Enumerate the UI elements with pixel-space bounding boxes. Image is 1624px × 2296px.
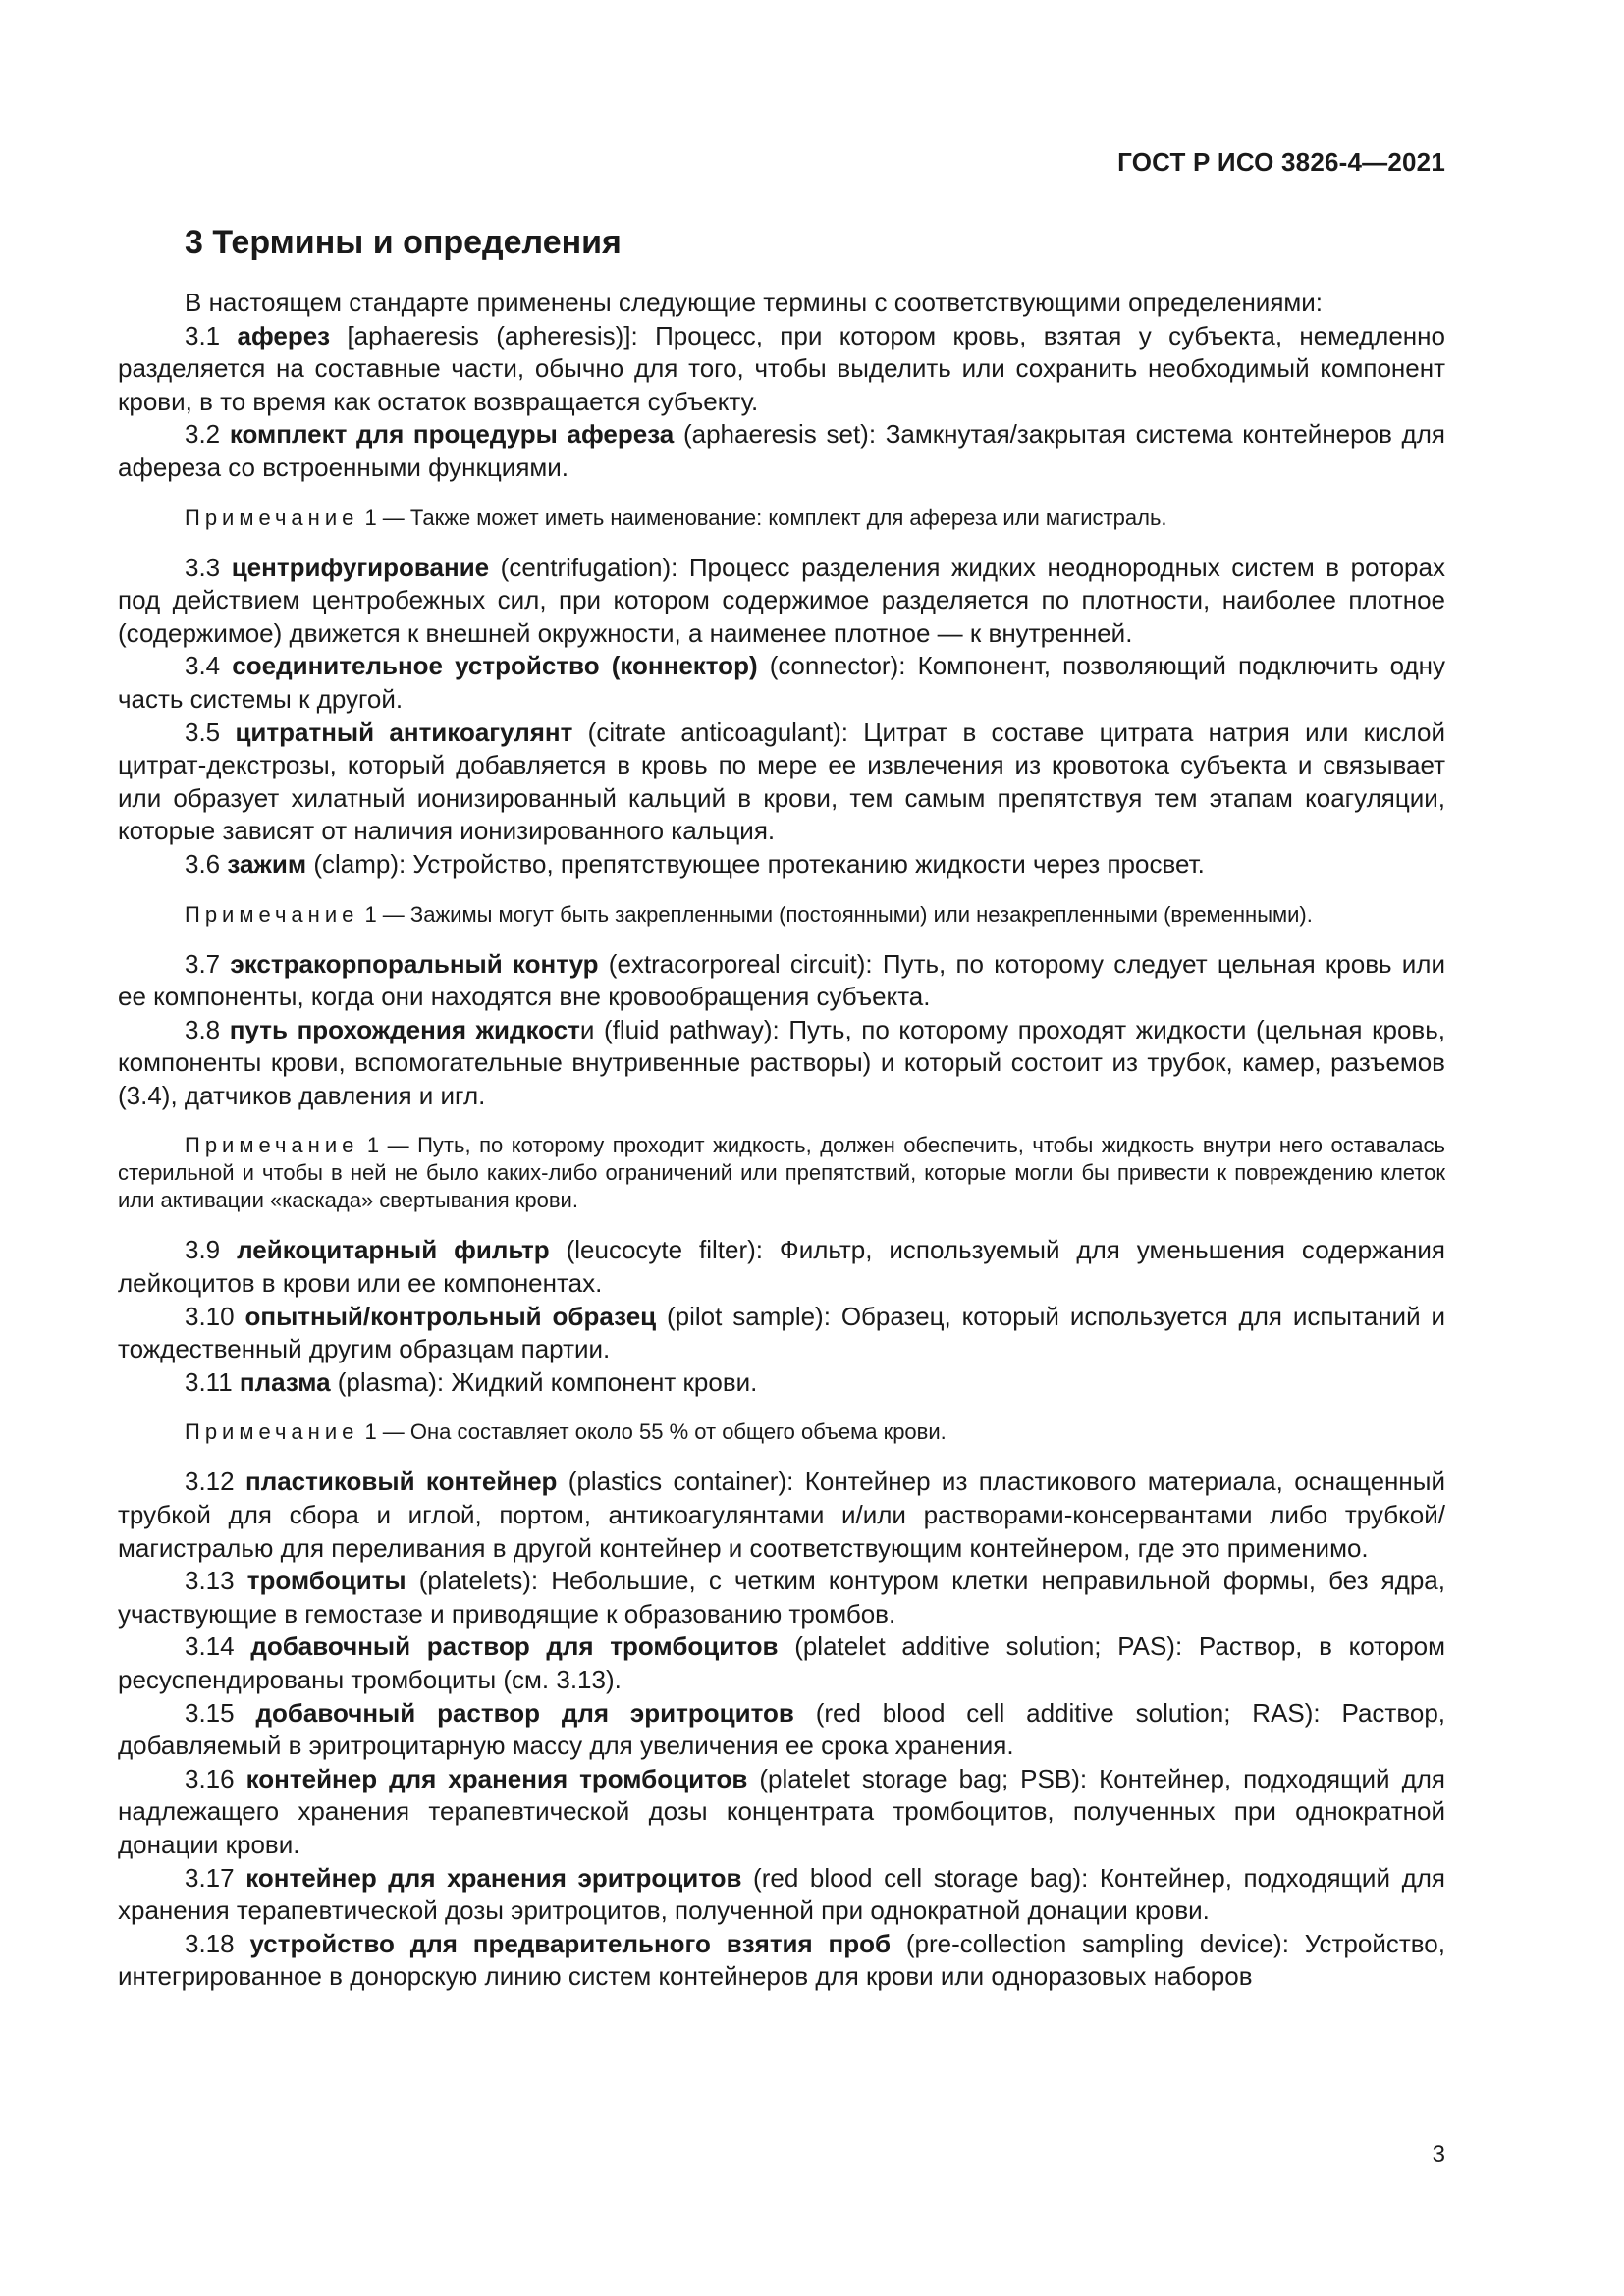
term: добавочный раствор для тромбоцитов <box>250 1631 779 1662</box>
term: аферез <box>237 320 331 350</box>
term-entry: 3.5 цитратный антикоагулянт (citrate anticoagulant): Цитрат в составе цитрата натрия или кислой цитрат-декстрозы, который добавляется в кровь по мере ее извлечения из кровотока субъекта и связывает или образует хилатный ионизированный кальций в крови, тем самым препятствуя тем этапам коагуляции, которые зависят от наличия ионизированного кальция. <box>118 717 1446 846</box>
standard-designation: ГОСТ Р ИСО 3826-4—2021 <box>1117 147 1445 177</box>
term-entry: 3.8 путь прохождения жидкости (fluid pathway): Путь, по которому проходят жидкости (цельная кровь, компоненты крови, вспомогательные внутривенные растворы) и который состоит из трубок, камер, разъемов (3.4), датчиков давления и игл. <box>118 1014 1445 1110</box>
term: цитратный антикоагулянт <box>235 717 573 747</box>
term: комплект для процедуры афереза <box>229 419 675 450</box>
note: Примечание 1 — Также может иметь наименование: комплект для афереза или магистраль. <box>185 505 1167 530</box>
term: соединительное устройство (коннектор) <box>232 651 758 681</box>
term-entry: 3.12 пластиковый контейнер (plastics container): Контейнер из пластикового материала, оснащенный трубкой для сбора и иглой, портом, антикоагулянтами и/или растворами-консервантами либо трубкой/магистралью для переливания в другой контейнер и соответствующим контейнером, где это применимо. <box>118 1467 1445 1563</box>
term-entry: 3.11 плазма (plasma): Жидкий компонент крови. <box>185 1366 758 1397</box>
term-entry: 3.1 аферез [aphaeresis (apheresis)]: Процесс, при котором кровь, взятая у субъекта, немедленно разделяется на составные части, обычно для того, чтобы выделить или сохранить необходимый компонент крови, в то время как остаток возвращается субъекту. <box>118 320 1445 416</box>
section-title: 3 Термины и определения <box>185 224 622 261</box>
note: Примечание 1 — Она составляет около 55 % от общего объема крови. <box>185 1419 947 1445</box>
term-entry: 3.16 контейнер для хранения тромбоцитов (platelet storage bag; PSB): Контейнер, подходящий для надлежащего хранения терапевтической дозы концентрата тромбоцитов, полученных при однократной донации крови. <box>118 1763 1445 1859</box>
term-entry: 3.10 опытный/контрольный образец (pilot sample): Образец, который используется для испытаний и тождественный другим образцам партии. <box>118 1301 1445 1364</box>
term-entry: 3.13 тромбоциты (platelets): Небольшие, с четким контуром клетки неправильной формы, без ядра, участвующие в гемостазе и приводящие к образованию тромбов. <box>118 1566 1445 1629</box>
term-entry: 3.18 устройство для предварительного взятия проб (pre-collection sampling device): Устройство, интегрированное в донорскую линию систем контейнеров для крови или одноразовых наборов <box>118 1928 1445 1992</box>
term-entry: 3.17 контейнер для хранения эритроцитов (red blood cell storage bag): Контейнер, подходящий для хранения терапевтической дозы эритроцитов, полученной при однократной донации крови. <box>118 1862 1445 1926</box>
term-entry: 3.15 добавочный раствор для эритроцитов (red blood cell additive solution; RAS): Раствор, добавляемый в эритроцитарную массу для увеличения ее срока хранения. <box>118 1697 1445 1761</box>
term: опытный/контрольный образец <box>244 1301 657 1331</box>
term: плазма <box>239 1366 331 1397</box>
terms-body <box>118 287 1445 1994</box>
term-entry: 3.6 зажим (clamp): Устройство, препятствующее протеканию жидкости через просвет. <box>185 848 1205 879</box>
term-entry: 3.3 центрифугирование (centrifugation): Процесс разделения жидких неоднородных систем в роторах под действием центробежных сил, при котором содержимое разделяется по плотности, наиболее плотное (содержимое) движется к внешней окружности, а наименее плотное — к внутренней. <box>118 552 1445 648</box>
term: контейнер для хранения тромбоцитов <box>245 1763 748 1793</box>
term-entry: 3.4 соединительное устройство (коннектор) (connector): Компонент, позволяющий подключить одну часть системы к другой. <box>118 651 1445 714</box>
intro-paragraph: В настоящем стандарте применены следующие термины с соответствующими определениями: <box>185 288 1324 317</box>
term: контейнер для хранения эритроцитов <box>245 1862 742 1893</box>
term: центрифугирование <box>231 552 490 582</box>
term-entry: 3.7 экстракорпоральный контур (extracorporeal circuit): Путь, по которому следует цельная кровь или ее компоненты, когда они находятся вне кровообращения субъекта. <box>118 948 1445 1012</box>
term-entry: 3.14 добавочный раствор для тромбоцитов (platelet additive solution; PAS): Раствор, в котором ресуспендированы тромбоциты (см. 3.13). <box>118 1631 1446 1694</box>
term: пластиковый контейнер <box>244 1467 558 1497</box>
term: тромбоциты <box>246 1566 406 1596</box>
term: устройство для предварительного взятия проб <box>249 1928 892 1958</box>
term-entry: 3.2 комплект для процедуры афереза (aphaeresis set): Замкнутая/закрытая система контейнеров для афереза со встроенными функциями. <box>118 419 1445 482</box>
term: путь прохождения жидкост <box>229 1014 580 1044</box>
term: экстракорпоральный контур <box>230 948 599 979</box>
term: лейкоцитарный фильтр <box>237 1235 550 1265</box>
term-entry: 3.9 лейкоцитарный фильтр (leucocyte filter): Фильтр, используемый для уменьшения содержания лейкоцитов в крови или ее компонентах. <box>118 1235 1445 1299</box>
term: зажим <box>227 848 307 879</box>
note: Примечание 1 — Зажимы могут быть закрепленными (постоянными) или незакрепленными (временными). <box>185 901 1313 927</box>
page-number: 3 <box>1432 2141 1445 2167</box>
note: Примечание 1 — Путь, по которому проходит жидкость, должен обеспечить, чтобы жидкость внутри него оставалась стерильной и чтобы в ней не было каких-либо ограничений или препятствий, которые могли бы привести к повреждению клеток или активации «каскада» свертывания крови. <box>118 1133 1445 1213</box>
term: добавочный раствор для эритроцитов <box>255 1697 794 1728</box>
